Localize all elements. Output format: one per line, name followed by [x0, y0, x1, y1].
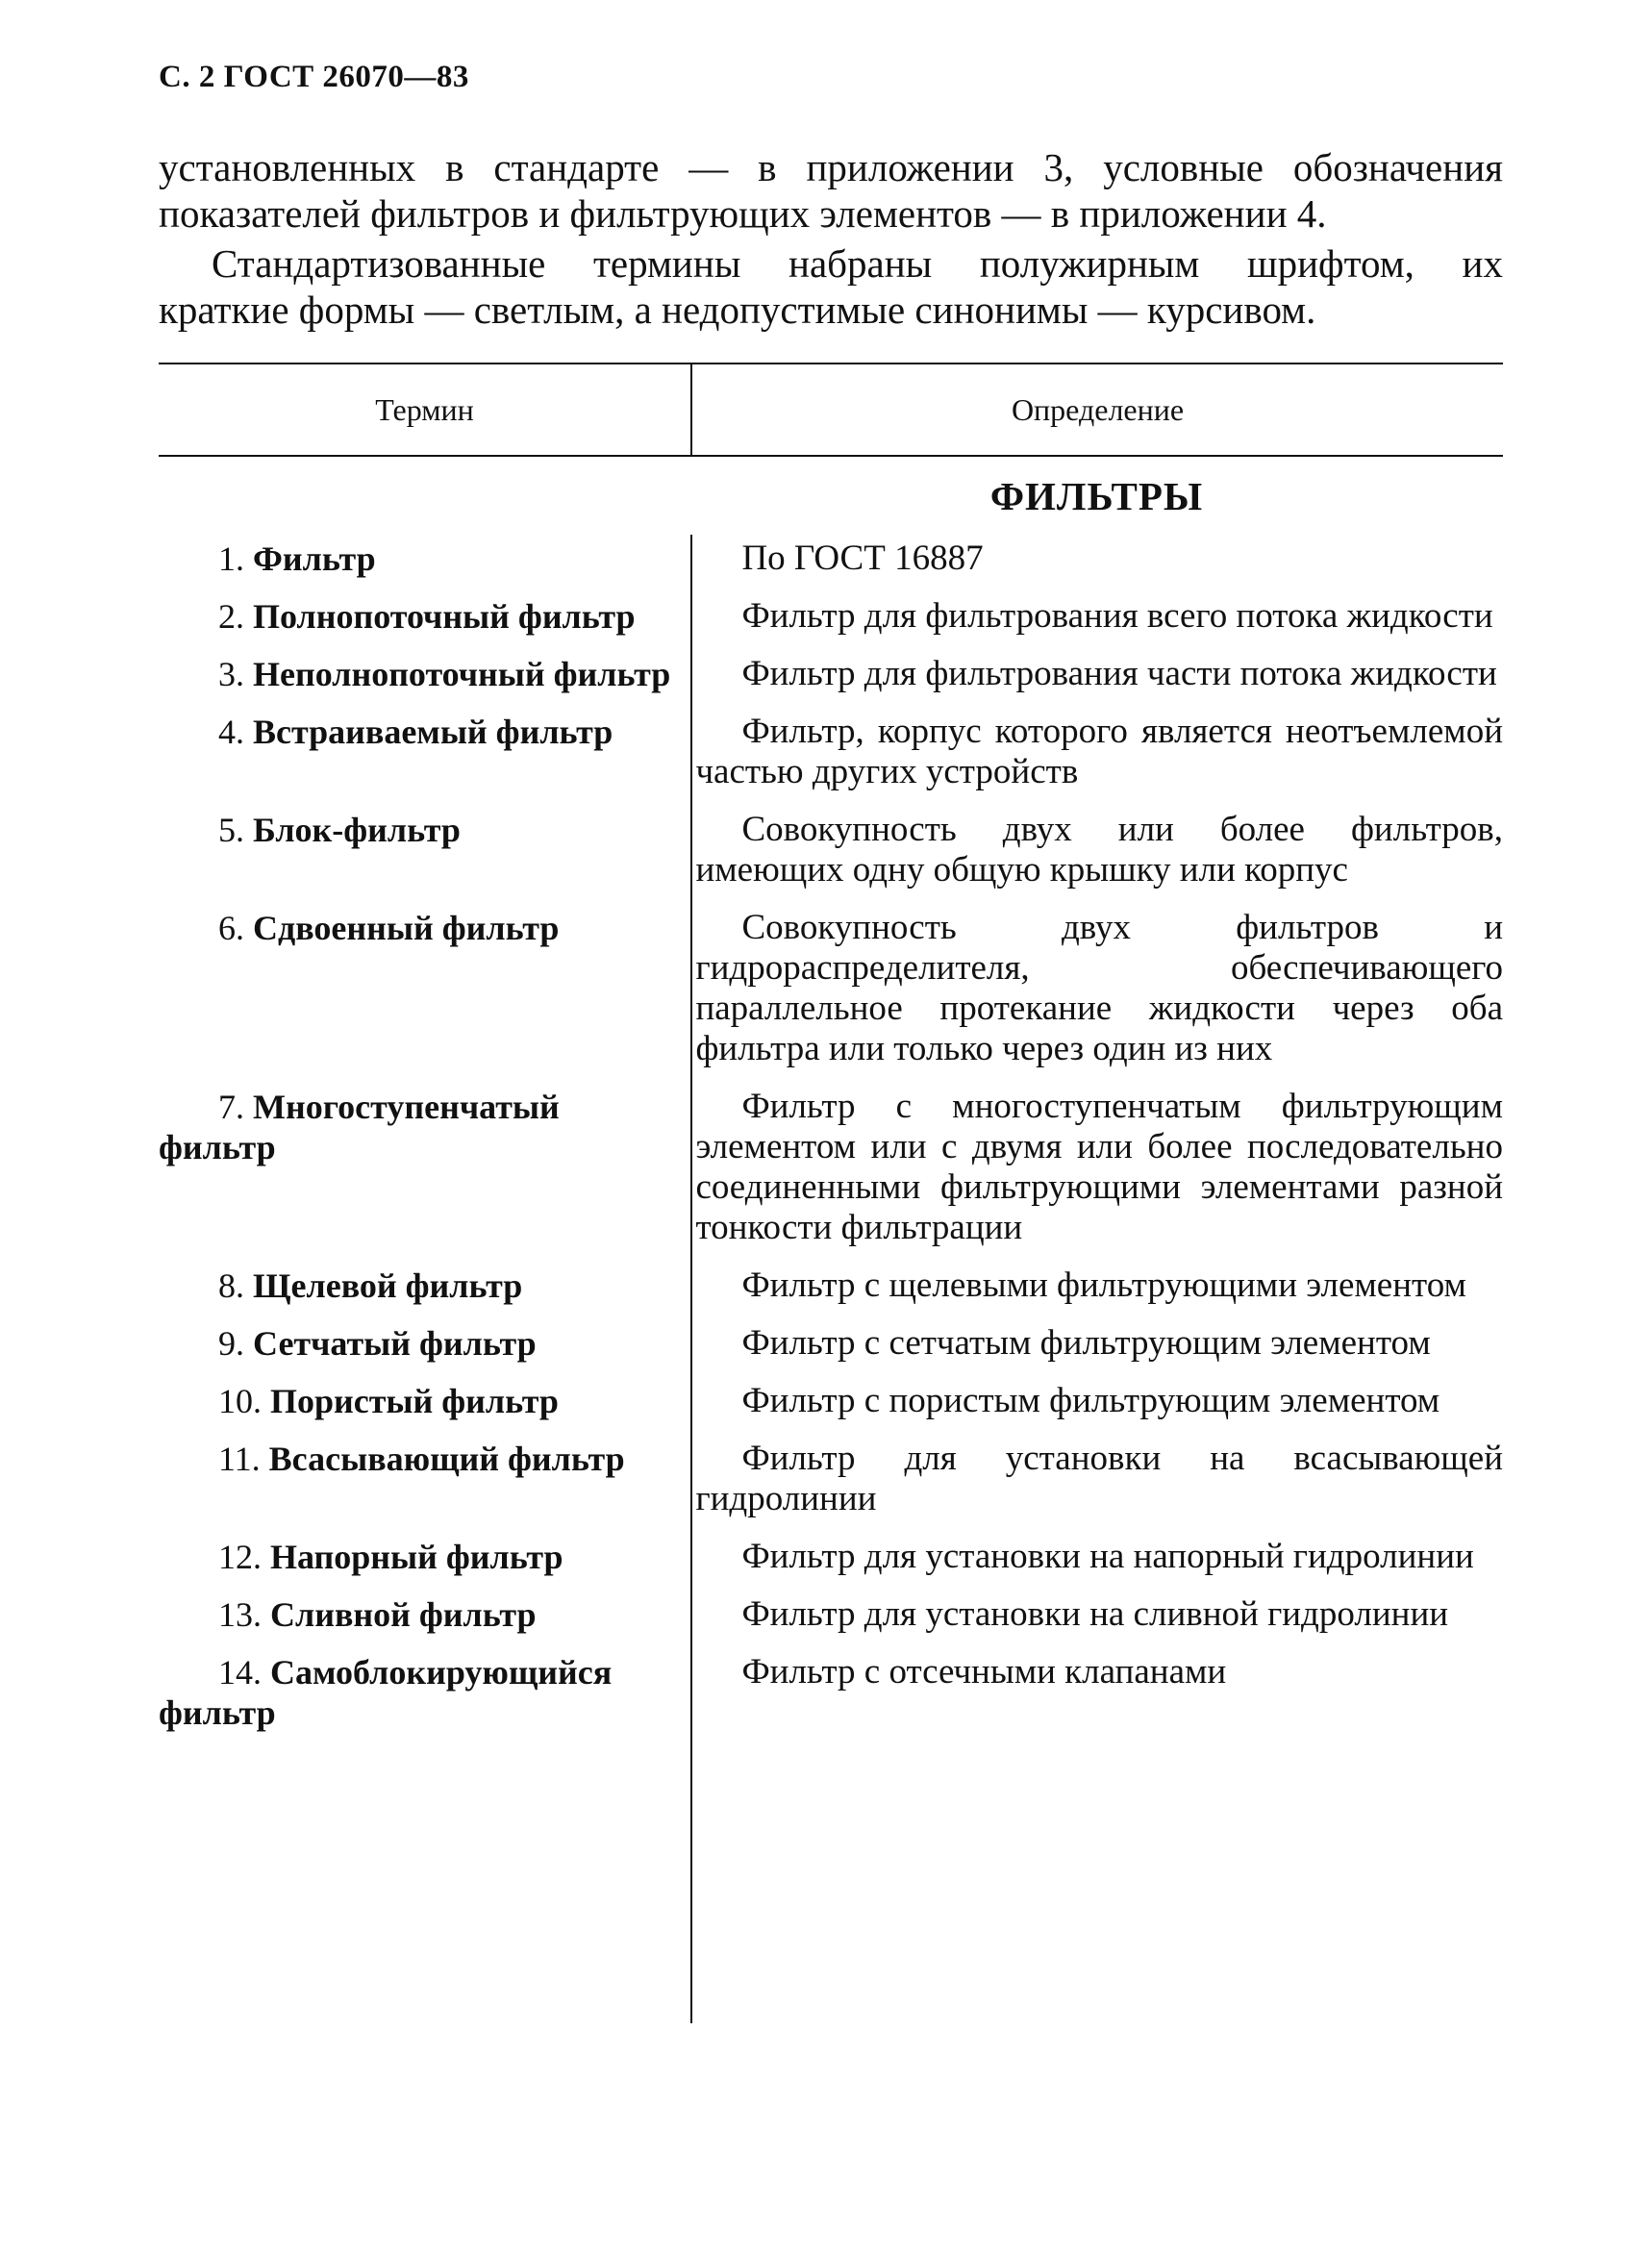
definition-cell: Фильтр для фильтрования всего потока жидкости — [741, 596, 1493, 636]
table-row — [159, 1087, 1503, 1248]
term-cell: 8. Щелевой фильтр — [218, 1266, 523, 1305]
definition-cell: Фильтр с пористым фильтрующим элементом — [741, 1381, 1440, 1420]
definition-cell: Фильтр для установки на напорный гидролинии — [741, 1537, 1474, 1576]
definition-cell: Фильтр с многоступенчатым фильтрующим элементом или с двумя или более последовательно соединенными фильтрующими элементами разной тонкости фильтрации — [695, 1087, 1503, 1247]
table-row — [159, 810, 1503, 890]
definition-cell: Фильтр для фильтрования части потока жидкости — [741, 654, 1497, 693]
table-row — [159, 654, 1503, 694]
term-cell: 14. Самоблокирующийся фильтр — [159, 1653, 613, 1732]
table-row — [159, 908, 1503, 1069]
table-row — [159, 1381, 1503, 1421]
term-cell: 2. Полнопоточный фильтр — [218, 597, 636, 636]
section-title: ФИЛЬТРЫ — [989, 474, 1204, 518]
definition-cell: Фильтр для установки на сливной гидролинии — [741, 1594, 1449, 1634]
term-cell: 7. Многоступенчатый фильтр — [159, 1088, 560, 1166]
term-cell: 10. Пористый фильтр — [218, 1382, 559, 1420]
term-cell: 4. Встраиваемый фильтр — [218, 713, 613, 751]
term-cell: 1. Фильтр — [218, 539, 376, 578]
definition-cell: Совокупность двух фильтров и гидрораспределителя, обеспечивающего параллельное протекание жидкости через оба фильтра или только через один из них — [695, 908, 1503, 1068]
table-header-bottom-rule — [159, 455, 1503, 457]
table-row — [159, 712, 1503, 792]
table-row — [159, 1266, 1503, 1306]
definition-cell: Совокупность двух или более фильтров, имеющих одну общую крышку или корпус — [695, 810, 1503, 890]
column-header-term: Термин — [375, 392, 474, 427]
term-cell: 12. Напорный фильтр — [218, 1538, 563, 1576]
table-row — [159, 1323, 1503, 1364]
intro-line: Стандартизованные термины набраны полужирным шрифтом, их — [212, 241, 1503, 286]
table-top-rule — [159, 363, 1503, 364]
table-row — [159, 596, 1503, 637]
definition-cell: По ГОСТ 16887 — [741, 539, 984, 578]
page-header: С. 2 ГОСТ 26070—83 — [159, 60, 469, 94]
definition-cell: Фильтр с сетчатым фильтрующим элементом — [741, 1323, 1431, 1363]
term-cell: 3. Неполнопоточный фильтр — [218, 655, 671, 693]
term-cell: 5. Блок-фильтр — [218, 811, 461, 849]
column-header-definition: Определение — [1011, 392, 1185, 427]
intro-text — [159, 144, 1503, 333]
definition-cell: Фильтр, корпус которого является неотъемлемой частью других устройств — [695, 712, 1503, 791]
intro-line: показателей фильтров и фильтрующих элементов — в приложении 4. — [159, 191, 1327, 236]
intro-line: установленных в стандарте — в приложении 3, условные обозначения — [159, 145, 1503, 189]
definition-cell: Фильтр с отсечными клапанами — [741, 1652, 1227, 1692]
term-cell: 13. Сливной фильтр — [218, 1595, 537, 1634]
definition-cell: Фильтр с щелевыми фильтрующими элементом — [741, 1266, 1466, 1305]
table-row — [159, 1652, 1503, 1733]
table-row — [159, 1439, 1503, 1519]
term-cell: 6. Сдвоенный фильтр — [218, 909, 560, 947]
definition-cell: Фильтр для установки на всасывающей гидролинии — [695, 1439, 1503, 1518]
term-cell: 11. Всасывающий фильтр — [218, 1440, 625, 1478]
table-row — [159, 1594, 1503, 1635]
term-cell: 9. Сетчатый фильтр — [218, 1324, 537, 1363]
table-row — [159, 539, 1503, 579]
terms-table-body — [159, 539, 1503, 1750]
table-row — [159, 1537, 1503, 1577]
intro-line: краткие формы — светлым, а недопустимые синонимы — курсивом. — [159, 288, 1316, 332]
